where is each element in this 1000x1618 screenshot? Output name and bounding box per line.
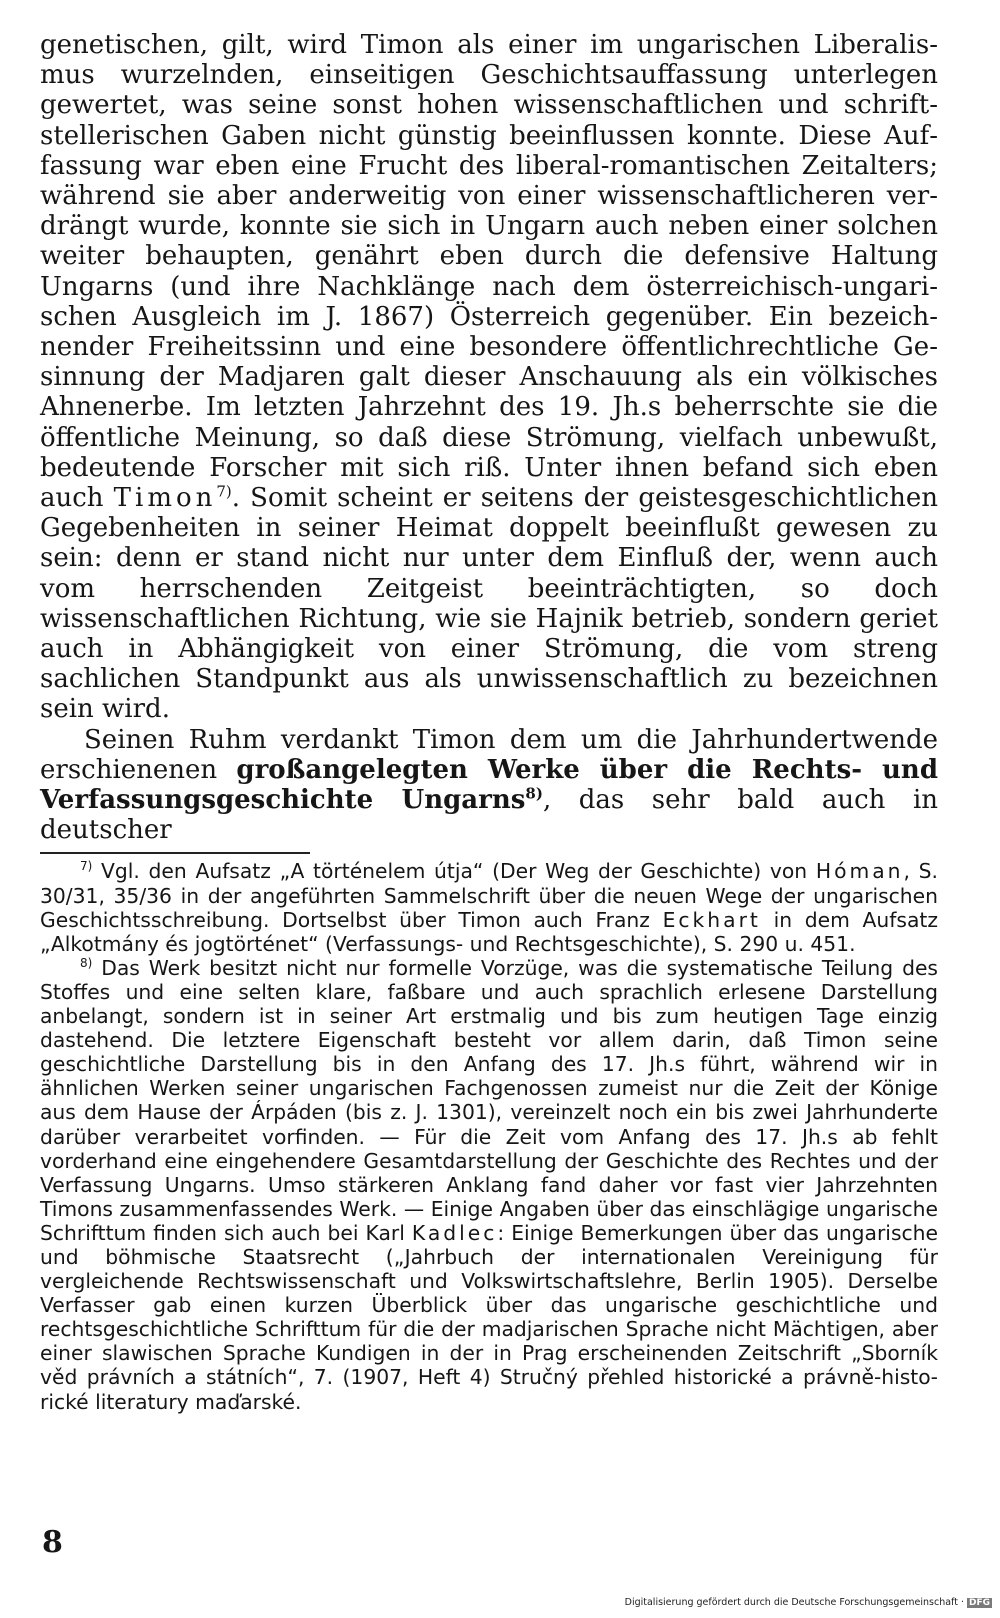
footnote-8-text-a: Das Werk besitzt nicht nur formelle Vorzüge, was die systematische Teilung des Stoffes und eine selten klare, faßbare und auch sprachlich erlesene Darstellung anbelangt, sondern ist in seiner Art erstmalig und bis zum heutigen Tage einzig dastehend. Die letztere Eigenschaft besteht vor allem darin, daß Timon seine geschichtliche Darstellung bis in den Anfang des 17. Jh.s führt, während wir in ähnlichen Werken seiner ungarischen Fachgenossen zumeist nur die Zeit der Könige aus dem Hause der Árpáden (bis z. J. 1301), vereinzelt noch ein bis zwei Jahrhunderte darüber verarbeitet vorfinden. — Für die Zeit vom Anfang des 17. Jh.s ab fehlt vorderhand eine eingehendere Gesamtdarstellung der Geschichte des Rechtes und der Verfassung Ungarns. Umso stärkeren Anklang fand daher vor fast vier Jahrzehnten Timons zusammenfassendes Werk. — Einige Angaben über das einschlägige ungarische Schrifttum finden sich auch bei Karl <box>40 955 938 1245</box>
paragraph-1 <box>40 30 938 725</box>
digitization-footer <box>625 1597 992 1608</box>
footnote-ref-8: 8) <box>525 784 543 803</box>
main-text <box>40 30 938 845</box>
footnote-7-mark: 7) <box>80 859 93 874</box>
footnote-8-text-b: : Einige Bemerkungen über das ungarische und böhmische Staatsrecht („Jahrbuch der internationalen Vereinigung für vergleichende Rechtswissenschaft und Volkswirtschaftslehre, Berlin 1905). Derselbe Verfasser gab einen kurzen Überblick über das ungarische geschichtliche und rechtsgeschichtliche Schrifttum für die der madjarischen Sprache nicht Mächtigen, aber einer slawischen Sprache Kundigen in der in Prag erscheinenden Zeitschrift „Sborník věd právních a státních“, 7. (1907, Heft 4) Stručný přehled historické a právně-historické literatury maďarské. <box>40 1220 938 1414</box>
paragraph-1-part-a: genetischen, gilt, wird Timon als einer im ungarischen Liberalismus wurzelnden, einseitigen Geschichtsauffassung unterlegen gewertet, was seine sonst hohen wissenschaftlichen und schriftstellerischen Gaben nicht günstig beeinflussen konnte. Diese Auffassung war eben eine Frucht des liberal-romantischen Zeitalters; während sie aber anderweitig von einer wissenschaftlicheren verdrängt wurde, konnte sie sich in Ungarn auch neben einer solchen weiter behaupten, genährt eben durch die defensive Haltung Ungarns (und ihre Nachklänge nach dem österreichisch-ungarischen Ausgleich im J. 1867) Österreich gegenüber. Ein bezeichnender Freiheitssinn und eine besondere öffentlichrechtliche Gesinnung der Madjaren galt dieser Anschauung als ein völkisches Ahnenerbe. Im letzten Jahrzehnt des 19. Jh.s beherrschte sie die öffentliche Meinung, so daß diese Strömung, vielfach unbewußt, bedeutende Forscher mit sich riß. Unter ihnen befand sich eben auch <box>40 30 938 514</box>
author-name-eckhart: Eckhart <box>662 907 761 932</box>
author-name-homan: Hóman <box>815 859 904 884</box>
digitization-note: Digitalisierung gefördert durch die Deutsche Forschungsgemeinschaft · <box>624 1597 964 1608</box>
footnote-8-mark: 8) <box>80 956 93 971</box>
page-number: 8 <box>42 1525 63 1560</box>
footnotes <box>40 859 938 1413</box>
footnote-8 <box>40 956 938 1414</box>
footnote-ref-7: 7) <box>216 482 232 501</box>
bold-work-title: großangelegten Werke über die Rechts- und Verfassungsgeschichte Ungarns <box>40 754 938 816</box>
author-name-kadlec: Kadlec <box>411 1220 498 1245</box>
footnote-7-text-c: in dem Aufsatz „Alkotmány és jogtörténet“ (Verfassungs- und Rechtsgeschichte), S. 290 u. 451. <box>40 907 938 956</box>
footnote-7 <box>40 859 938 955</box>
footnote-divider <box>40 852 310 854</box>
footnote-7-text-b: , S. 30/31, 35/36 in der angeführten Sammelschrift über die neuen Wege der ungarischen Geschichtsschreibung. Dortselbst über Timon auch Franz <box>40 859 939 932</box>
paragraph-2-part-b: , das sehr bald auch in deutscher <box>40 785 938 846</box>
page-content <box>40 30 938 1414</box>
author-name-timon: Timon <box>113 483 217 514</box>
paragraph-2 <box>40 725 938 846</box>
footnote-7-text-a: Vgl. den Aufsatz „A történelem útja“ (Der Weg der Geschichte) von <box>101 859 808 884</box>
dfg-logo: DFG <box>968 1598 990 1608</box>
paragraph-2-part-a: Seinen Ruhm verdankt Timon dem um die Jahrhundertwende erschienenen <box>40 724 938 785</box>
paragraph-1-part-b: . Somit scheint er seitens der geistesgeschichtlichen Gegebenheiten in seiner Heimat doppelt beeinflußt gewesen zu sein: denn er stand nicht nur unter dem Einfluß der, wenn auch vom herrschenden Zeitgeist beeinträchtigten, so doch wissenschaftlichen Richtung, wie sie Hajnik betrieb, sondern geriet auch in Abhängigkeit von einer Strömung, die vom streng sachlichen Standpunkt aus als unwissenschaftlich zu bezeichnen sein wird. <box>40 483 939 725</box>
